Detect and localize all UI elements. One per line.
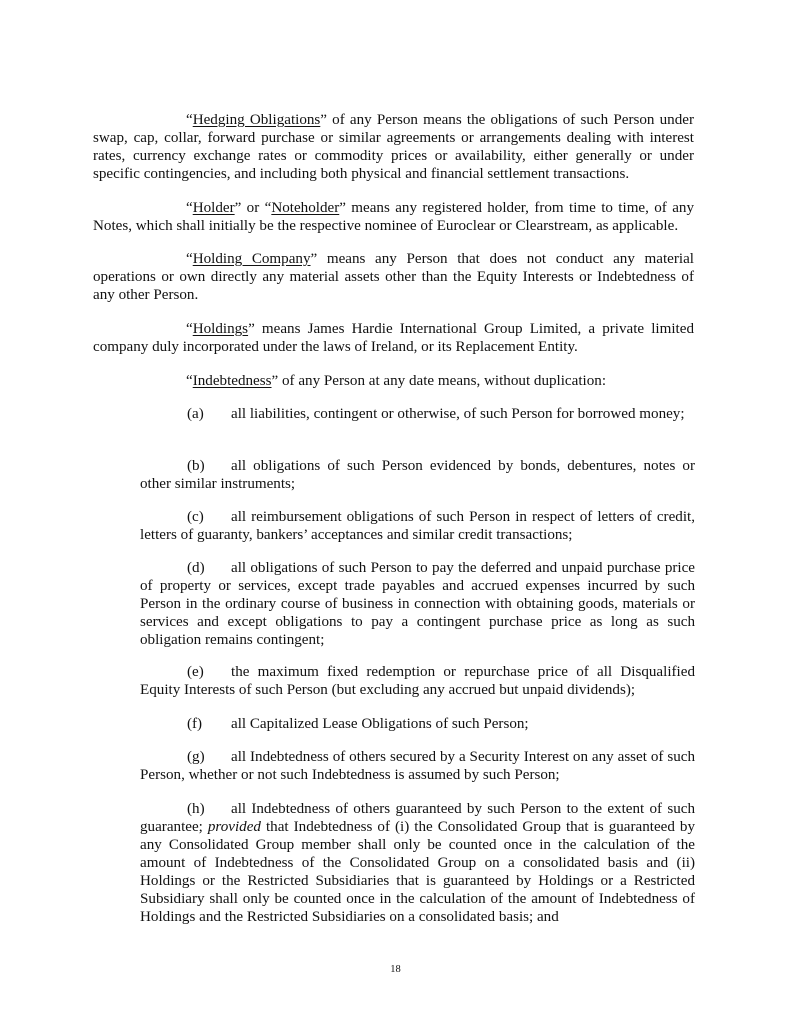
definition-text: ” means James Hardie International Group Limited, a private limited company duly incorporated under the laws of Ireland, or its Replacement Entity. <box>93 321 694 355</box>
defined-term-holding-company: Holding Company <box>192 251 311 267</box>
defined-term-indebtedness: Indebtedness <box>192 373 272 389</box>
defined-term-holdings: Holdings <box>192 321 249 337</box>
open-quote: “ <box>186 112 193 128</box>
definition-holder <box>93 199 694 235</box>
item-label: (a) <box>187 406 204 422</box>
item-label: (b) <box>187 458 205 474</box>
list-item-a <box>140 405 695 423</box>
item-text: all obligations of such Person to pay the deferred and unpaid purchase price of property or services, except trade payables and accrued expenses incurred by such Person in the ordinary course of business in connection with obtaining goods, materials or services and except obligations to pay a contingent purchase price as long as such obligation remains contingent; <box>140 560 695 648</box>
list-item-g <box>140 748 695 784</box>
open-quote: “ <box>186 200 193 216</box>
definition-indebtedness <box>93 372 694 390</box>
defined-term-hedging-obligations: Hedging Obligations <box>192 112 321 128</box>
definition-holdings <box>93 320 694 356</box>
item-italic-proviso: provided <box>207 819 261 835</box>
term-separator: ” or “ <box>234 200 272 216</box>
definition-holding-company <box>93 250 694 304</box>
list-item-h <box>140 800 695 926</box>
item-label: (g) <box>187 749 205 765</box>
page-number: 18 <box>390 964 401 975</box>
item-label: (c) <box>187 509 204 525</box>
item-text: all Indebtedness of others guaranteed by such Person to the extent of such guarantee; <box>140 801 695 835</box>
list-item-c <box>140 508 695 544</box>
defined-term-noteholder: Noteholder <box>271 200 340 216</box>
item-label: (f) <box>187 716 203 732</box>
definition-hedging-obligations <box>93 111 694 183</box>
item-text: all Indebtedness of others secured by a Security Interest on any asset of such Person, whether or not such Indebtedness is assumed by such Person; <box>140 749 695 783</box>
item-label: (e) <box>187 664 204 680</box>
open-quote: “ <box>186 321 193 337</box>
definition-text: ” of any Person means the obligations of such Person under swap, cap, collar, forward purchase or similar agreements or arrangements dealing with interest rates, currency exchange rates or commodity prices or availability, either generally or under specific contingencies, and including both physical and financial settlement transactions. <box>93 112 694 182</box>
definition-text: ” means any registered holder, from time to time, of any Notes, which shall initially be the respective nominee of Euroclear or Clearstream, as applicable. <box>93 200 694 234</box>
list-item-f <box>140 715 695 733</box>
item-text: that Indebtedness of (i) the Consolidated Group that is guaranteed by any Consolidated Group member shall only be counted once in the calculation of the amount of Indebtedness of the Consolidated Group on a consolidated basis and (ii) Holdings or the Restricted Subsidiaries that is guaranteed by Holdings or a Restricted Subsidiary shall only be counted once in the calculation of the amount of Indebtedness of Holdings and the Restricted Subsidiaries on a consolidated basis; and <box>140 819 696 925</box>
definition-text: ” means any Person that does not conduct any material operations or own directly any material assets other than the Equity Interests or Indebtedness of any other Person. <box>93 251 694 303</box>
item-label: (h) <box>187 801 205 817</box>
list-item-b <box>140 457 695 493</box>
open-quote: “ <box>186 373 193 389</box>
defined-term-holder: Holder <box>192 200 235 216</box>
open-quote: “ <box>186 251 193 267</box>
item-text: all reimbursement obligations of such Person in respect of letters of credit, letters of guaranty, bankers’ acceptances and similar credit transactions; <box>140 509 695 543</box>
list-item-d <box>140 559 695 649</box>
item-text: all obligations of such Person evidenced by bonds, debentures, notes or other similar instruments; <box>140 458 695 492</box>
item-text: all Capitalized Lease Obligations of such Person; <box>231 716 529 732</box>
definition-text: ” of any Person at any date means, without duplication: <box>271 373 607 389</box>
list-item-e <box>140 663 695 699</box>
item-text: the maximum fixed redemption or repurchase price of all Disqualified Equity Interests of such Person (but excluding any accrued but unpaid dividends); <box>140 664 695 698</box>
item-text: all liabilities, contingent or otherwise, of such Person for borrowed money; <box>231 406 685 422</box>
item-label: (d) <box>187 560 205 576</box>
